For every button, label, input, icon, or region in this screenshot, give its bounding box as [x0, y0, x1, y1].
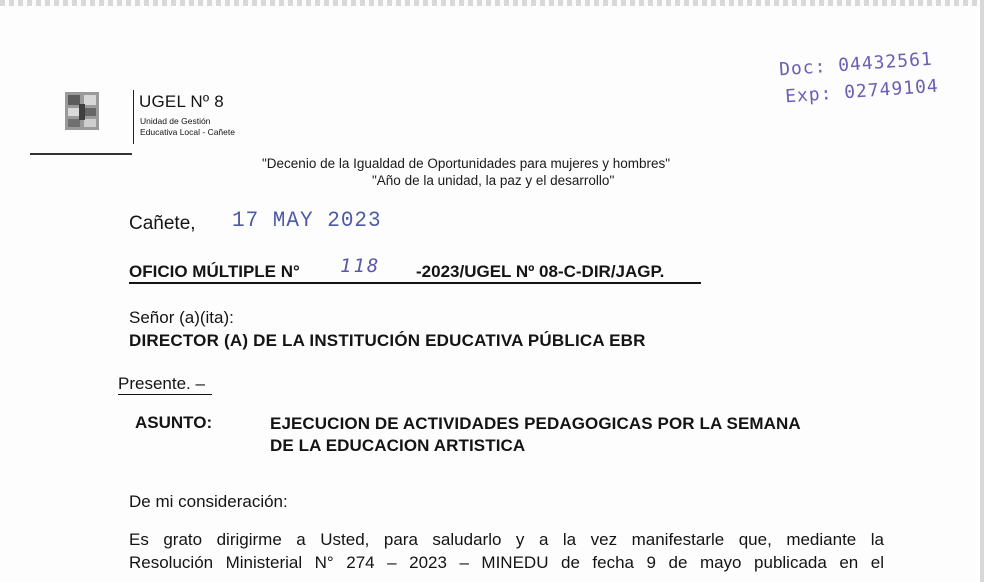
recipient-title: DIRECTOR (A) DE LA INSTITUCIÓN EDUCATIVA PÚBLICA EBR [129, 331, 646, 350]
date-stamp: 17 MAY 2023 [232, 209, 382, 234]
oficio-suffix: -2023/UGEL Nº 08-C-DIR/JAGP. [416, 262, 665, 281]
org-subtitle-line1: Unidad de Gestión [140, 116, 211, 126]
page-top-edge [0, 0, 984, 6]
body-line-1: Es grato dirigirme a Usted, para saludarlo y a la vez manifestarle que, mediante la [129, 530, 884, 549]
asunto-line-2: DE LA EDUCACION ARTISTICA [270, 436, 526, 455]
header-underline [30, 153, 132, 155]
ugel-logo-icon [64, 91, 100, 131]
motto-line-2: "Año de la unidad, la paz y el desarrollo" [372, 173, 615, 188]
org-subtitle-line2: Educativa Local - Cañete [140, 127, 235, 137]
salutation: Señor (a)(ita): [129, 308, 234, 327]
oficio-underline [129, 282, 701, 284]
motto-line-1: "Decenio de la Igualdad de Oportunidades para mujeres y hombres" [262, 156, 671, 171]
presente-label: Presente. – [118, 374, 205, 393]
greeting: De mi consideración: [129, 492, 288, 511]
handwritten-doc-number: Doc: 04432561 [778, 48, 934, 81]
asunto-line-1: EJECUCION DE ACTIVIDADES PEDAGOGICAS POR LA SEMANA [270, 414, 801, 433]
header-divider [133, 90, 134, 144]
oficio-number: 118 [340, 255, 381, 277]
place-label: Cañete, [129, 213, 196, 234]
handwritten-exp-number: Exp: 02749104 [784, 75, 940, 108]
body-line-2: Resolución Ministerial N° 274 – 2023 – MINEDU de fecha 9 de mayo publicada en el [129, 553, 884, 572]
presente-underline [118, 394, 212, 395]
page-right-edge [980, 0, 984, 582]
asunto-text [270, 413, 890, 457]
org-title: UGEL Nº 8 [139, 92, 224, 111]
asunto-label: ASUNTO: [135, 413, 213, 432]
oficio-prefix: OFICIO MÚLTIPLE N° [129, 262, 300, 281]
